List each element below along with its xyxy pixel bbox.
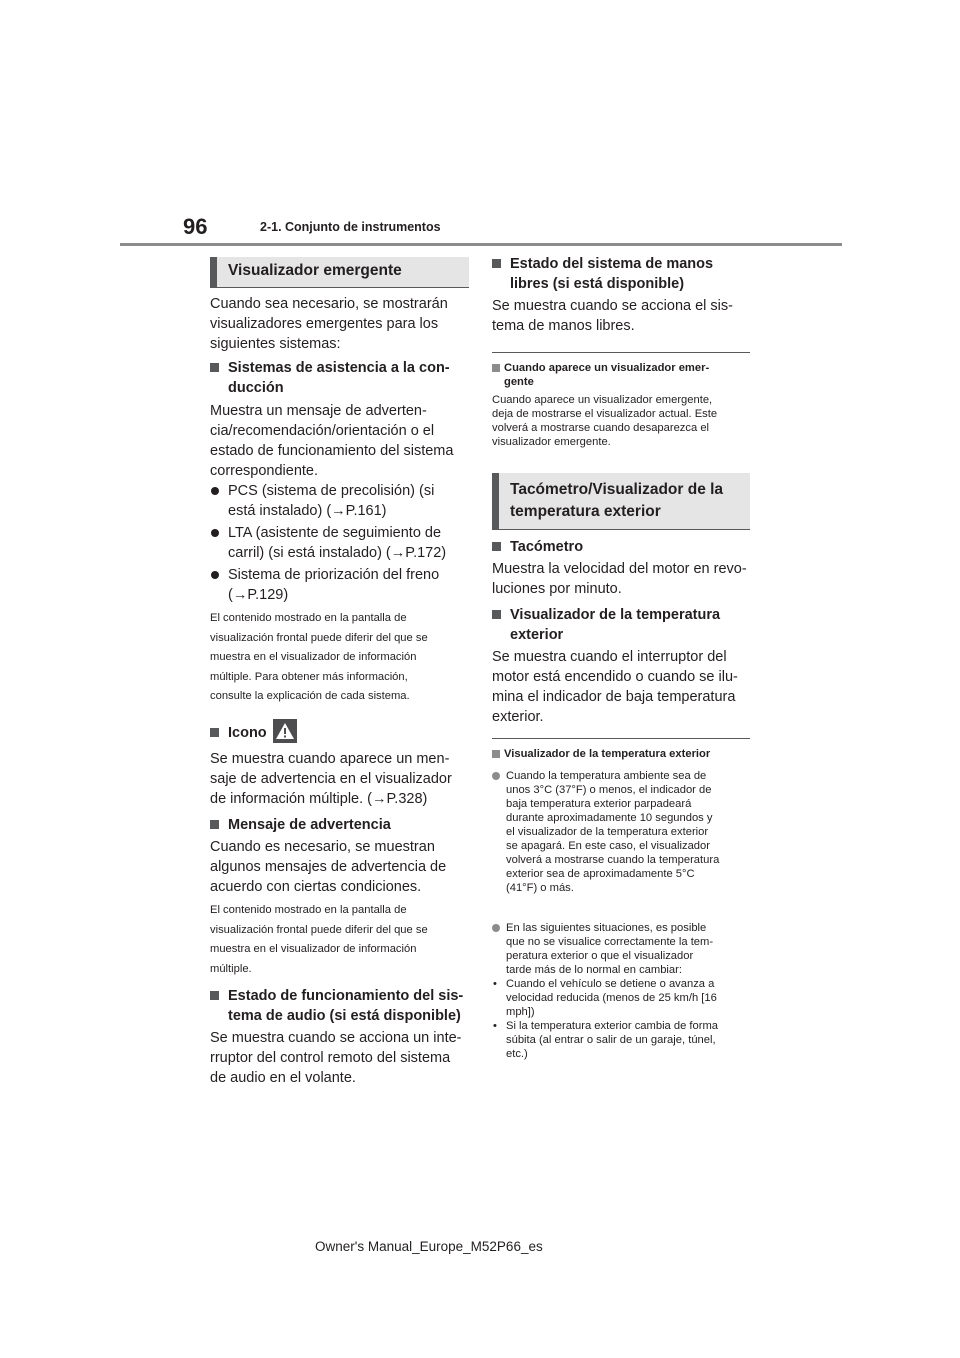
bullet-dot-icon [211,529,219,537]
subheading-audio-status: Estado de funcionamiento del sis- tema de audio (si está disponible) [210,986,484,1026]
header-rule [120,243,842,246]
gray-dot-icon [492,772,500,780]
subheading-handsfree: Estado del sistema de manos libres (si está disponible) [492,254,760,294]
sub-bullet-icon: • [493,1020,497,1032]
section-heading-popup: Visualizador emergente [210,257,469,288]
warning-icon [273,719,297,743]
note-rule-2 [492,738,750,739]
bullet-lta: LTA (asistente de seguimiento de carril) (si está instalado) (→P.172) [210,523,478,563]
hud-note-1: El contenido mostrado en la pantalla de visualización frontal puede diferir del que se muestra en el visualizador de información múltiple. Para obtener más información, consulte la explicación de cada sistema. [210,612,428,702]
note-bullet-low-temp: Cuando la temperatura ambiente sea de unos 3°C (37°F) o menos, el indicador de baja temperatura exterior parpadeará durante aproximadamente 10 segundos y el visualizador de la temperatura exterior se apagará. En este caso, el visualizador volverá a mostrarse cuando la temperatura exterior sea de aproximadamente 5°C (41°F) o más. [492,769,754,895]
bullet-dot-icon [211,571,219,579]
outside-temp-body: Se muestra cuando el interruptor del motor está encendido o cuando se ilu- mina el indicador de baja temperatura exterior. [492,649,738,725]
driving-assist-body: Muestra un mensaje de adverten- cia/recomendación/orientación o el estado de funcionamiento del sistema correspondiente. [210,403,454,479]
note-square-icon [492,364,500,372]
note-bullet-situations: En las siguientes situaciones, es posible que no se visualice correctamente la tem- peratura exterior o que el visualizador tarde más de lo normal en cambiar: [492,921,754,977]
square-bullet-icon [210,820,219,829]
square-bullet-icon [492,542,501,551]
square-bullet-icon [210,728,219,737]
square-bullet-icon [492,610,501,619]
note-title-popup: Cuando aparece un visualizador emer- gente [492,361,754,389]
warning-message-body: Cuando es necesario, se muestran algunos mensajes de advertencia de acuerdo con ciertas condiciones. [210,839,447,895]
page-number: 96 [183,214,208,239]
note-subitem-slow-vehicle: • Cuando el vehículo se detiene o avanza a velocidad reducida (menos de 25 km/h [16 mph]) [493,978,717,1018]
popup-intro: Cuando sea necesario, se mostrarán visualizadores emergentes para los siguientes sistemas: [210,296,448,352]
note-title-outside-temp: Visualizador de la temperatura exterior [492,747,762,761]
icon-body: Se muestra cuando aparece un men- saje de advertencia en el visualizador de información múltiple. (→P.328) [210,751,452,807]
square-bullet-icon [492,259,501,268]
subheading-warning-message: Mensaje de advertencia [210,815,478,835]
square-bullet-icon [210,991,219,1000]
subheading-outside-temp: Visualizador de la temperatura exterior [492,605,760,645]
square-bullet-icon [210,363,219,372]
bullet-brake-priority: Sistema de priorización del freno (→P.129) [210,565,478,605]
footer-doc-id: Owner's Manual_Europe_M52P66_es [315,1239,543,1254]
note-body-popup: Cuando aparece un visualizador emergente, deja de mostrarse el visualizador actual. Este volverá a mostrarse cuando desaparezca el visualizador emergente. [492,394,718,448]
note-square-icon [492,750,500,758]
subheading-driving-assist: Sistemas de asistencia a la con- ducción [210,358,478,398]
tachometer-body: Muestra la velocidad del motor en revo- luciones por minuto. [492,561,747,597]
subheading-icon: Icono [210,721,478,745]
subheading-tachometer: Tacómetro [492,537,760,557]
hud-note-2: El contenido mostrado en la pantalla de visualización frontal puede diferir del que se muestra en el visualizador de información múltiple. [210,904,428,975]
bullet-pcs: PCS (sistema de precolisión) (si está instalado) (→P.161) [210,481,478,521]
section-heading-tachometer: Tacómetro/Visualizador de la temperatura exterior [492,473,750,530]
running-head: 2-1. Conjunto de instrumentos [260,220,441,234]
handsfree-body: Se muestra cuando se acciona el sis- tema de manos libres. [492,298,733,334]
gray-dot-icon [492,924,500,932]
sub-bullet-icon: • [493,978,497,990]
note-subitem-sudden-change: • Si la temperatura exterior cambia de forma súbita (al entrar o salir de un garaje, túnel, etc.) [493,1020,719,1060]
note-rule-1 [492,352,750,353]
audio-status-body: Se muestra cuando se acciona un inte- rruptor del control remoto del sistema de audio en el volante. [210,1030,462,1086]
bullet-dot-icon [211,487,219,495]
